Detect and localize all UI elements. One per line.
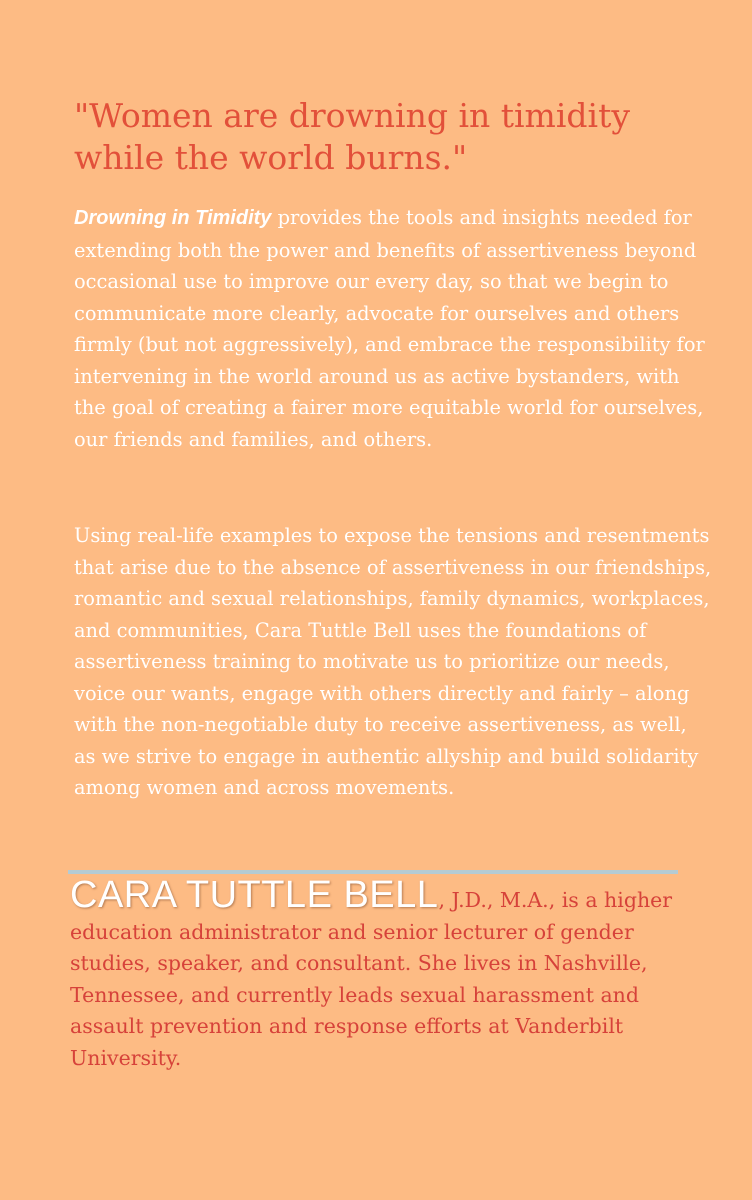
author-name: CARA TUTTLE BELL <box>70 874 439 916</box>
blurb-paragraph-1-text: provides the tools and insights needed for extending both the power and benefits of assertiveness beyond occasional use to improve our every day, so that we begin to communicate more clearly, advocate for ourselves and others firmly (but not aggressively), and embrace the responsibility for intervening in the world around us as active bystanders, with the goal of creating a fairer more equitable world for ourselves, our friends and families, and others. <box>74 206 705 451</box>
blurb-paragraph-2: Using real-life examples to expose the tensions and resentments that arise due to the absence of assertiveness in our friendships, romantic and sexual relationships, family dynamics, workplaces, and communities, Cara Tuttle Bell uses the foundations of assertiveness training to motivate us to prioritize our needs, voice our wants, engage with others directly and fairly – along with the non-negotiable duty to receive assertiveness, as well, as we strive to engage in authentic allyship and build solidarity among women and across movements. <box>74 524 712 799</box>
author-bio <box>70 874 710 1074</box>
book-title: Drowning in Timidity <box>74 207 272 229</box>
pull-quote: "Women are drowning in timidity while the world burns." <box>74 96 630 177</box>
author-bio-text: , J.D., M.A., is a higher education administrator and senior lecturer of gender studies, speaker, and consultant. She lives in Nashville, Tennessee, and currently leads sexual harassment and assault prevention and response efforts at Vanderbilt University. <box>70 888 673 1070</box>
blurb-paragraph-1 <box>74 202 714 455</box>
